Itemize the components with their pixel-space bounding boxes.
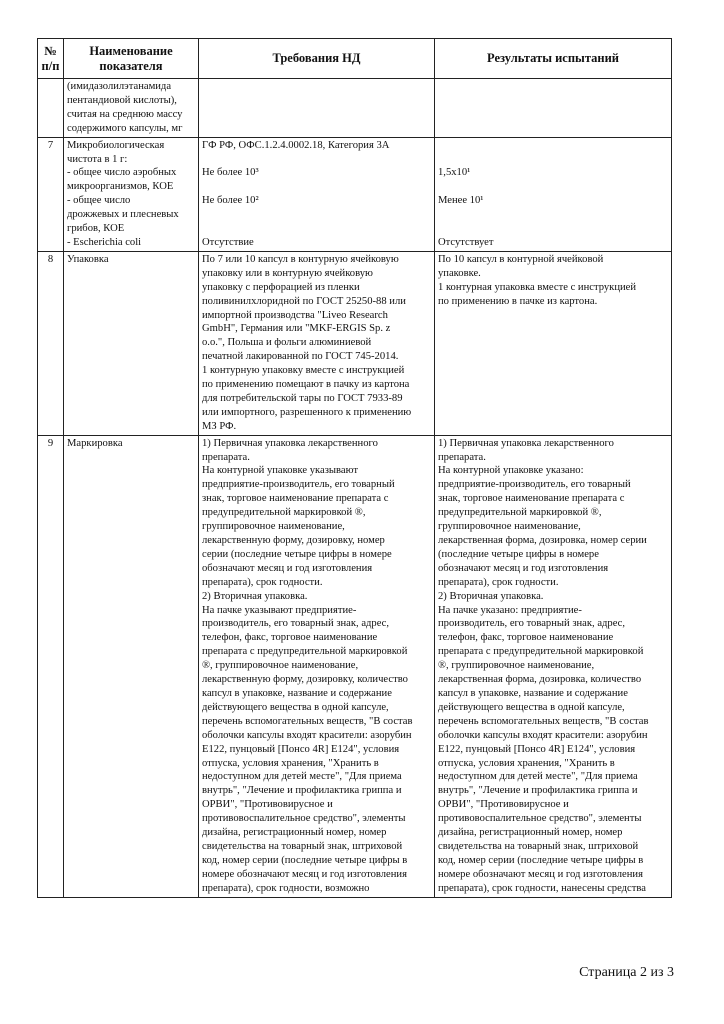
text-line: (имидазолилэтанамида <box>67 81 172 92</box>
row-number: 7 <box>38 137 64 251</box>
text-line: На контурной упаковке указывают <box>202 465 359 477</box>
text-line: препарата. <box>438 451 486 463</box>
row-results <box>435 137 672 251</box>
table-row <box>38 79 672 138</box>
text-line: Не более 10² <box>202 195 259 207</box>
text-line: номере обозначают месяц и год изготовления <box>202 868 407 880</box>
text-line: микроорганизмов, КОЕ <box>67 181 174 193</box>
header-indicator-name: Наименование показателя <box>64 39 199 79</box>
text-line: телефон, факс, торговое наименование <box>202 632 378 644</box>
row-results <box>435 251 672 435</box>
text-line: Маркировка <box>67 437 123 449</box>
text-line <box>202 208 431 222</box>
text-line: знак, торговое наименование препарата с <box>438 493 625 505</box>
text-line: оболочки капсулы входят красители: азорубин <box>438 729 648 741</box>
text-line: упаковку с перфорацией из пленки <box>202 281 360 293</box>
text-line <box>438 208 668 222</box>
text-line: препарата), срок годности. <box>438 576 559 588</box>
row-indicator-name <box>64 79 199 138</box>
text-line: обозначают месяц и год изготовления <box>438 562 609 574</box>
text-line <box>438 153 668 167</box>
text-line: недоступном для детей месте", "Для приема <box>438 771 638 783</box>
text-line: по применению в пачке из картона. <box>438 295 598 307</box>
text-line: перечень вспомогательных веществ, "В состав <box>438 715 649 727</box>
text-line: Е122, пунцовый [Понсо 4R] Е124", условия <box>202 743 400 755</box>
text-line: недоступном для детей месте", "Для приема <box>202 771 402 783</box>
text-line: капсул в упаковке, название и содержание <box>202 687 392 699</box>
text-line: препарата. <box>202 451 250 463</box>
text-line: По 7 или 10 капсул в контурную ячейковую <box>202 253 399 265</box>
row-requirements <box>199 435 435 897</box>
text-line: действующего вещества в одной капсуле, <box>202 701 389 713</box>
text-line: 1 контурную упаковку вместе с инструкцией <box>202 365 405 377</box>
row-requirements <box>199 137 435 251</box>
text-line: или импортного, разрешенного к применению <box>202 406 412 418</box>
header-row <box>38 39 672 79</box>
text-line: считая на среднюю массу <box>67 108 183 120</box>
row-number: 8 <box>38 251 64 435</box>
specification-table <box>37 38 672 898</box>
text-line: - Escherichia coli <box>67 236 142 248</box>
header-results: Результаты испытаний <box>435 39 672 79</box>
text-line: ГФ РФ, ОФС.1.2.4.0002.18, Категория 3А <box>202 139 390 151</box>
text-line: предприятие-производитель, его товарный <box>202 479 395 491</box>
text-line: упаковку или в контурную ячейковую <box>202 267 373 279</box>
text-line: внутрь", "Лечение и профилактика гриппа и <box>438 785 638 797</box>
text-line: ОРВИ", "Противовирусное и <box>438 799 569 811</box>
text-line: препарата), срок годности. <box>202 576 323 588</box>
text-line: На пачке указано: предприятие- <box>438 604 582 616</box>
header-number: № п/п <box>38 39 64 79</box>
text-line: дрожжевых и плесневых <box>67 209 179 221</box>
row-indicator-name <box>64 435 199 897</box>
table-row <box>38 251 672 435</box>
text-line: отпуска, условия хранения, "Хранить в <box>202 757 379 769</box>
text-line: лекарственную форму, дозировку, количество <box>202 674 408 686</box>
text-line: По 10 капсул в контурной ячейковой <box>438 253 604 265</box>
text-line <box>438 180 668 194</box>
text-line: по применению помещают в пачку из картона <box>202 379 410 391</box>
text-line: грибов, КОЕ <box>67 223 125 235</box>
text-line <box>202 222 431 236</box>
text-line: препарата), срок годности, нанесены средства <box>438 882 646 894</box>
text-line: противовоспалительное средство", элементы <box>202 813 406 825</box>
text-line: препарата с предупредительной маркировкой <box>202 646 408 658</box>
text-line: свидетельства на товарный знак, штриховой <box>202 840 403 852</box>
text-line: свидетельства на товарный знак, штриховой <box>438 840 639 852</box>
text-line: лекарственную форму, дозировку, номер <box>202 535 385 546</box>
text-line: перечень вспомогательных веществ, "В состав <box>202 715 413 727</box>
text-line: производитель, его товарный знак, адрес, <box>202 618 390 630</box>
text-line <box>202 153 431 167</box>
row-number: 9 <box>38 435 64 897</box>
row-indicator-name <box>64 137 199 251</box>
row-number <box>38 79 64 138</box>
text-line: код, номер серии (последние четыре цифры в <box>438 854 644 866</box>
text-line: дизайна, регистрационный номер, номер <box>438 827 623 839</box>
text-line: Микробиологическая <box>67 139 165 151</box>
text-line: Менее 10¹ <box>438 195 484 207</box>
text-line: ®, группировочное наименование, <box>202 660 359 672</box>
text-line: МЗ РФ. <box>202 420 237 432</box>
text-line: печатной лакированной по ГОСТ 745-2014. <box>202 351 399 363</box>
text-line: код, номер серии (последние четыре цифры в <box>202 854 408 866</box>
text-line <box>438 139 668 153</box>
page-number: Страница 2 из 3 <box>579 965 674 980</box>
text-line: На контурной упаковке указано: <box>438 465 584 477</box>
text-line: GmbH", Германия или "MKF-ERGIS Sp. z <box>202 323 391 335</box>
text-line: дизайна, регистрационный номер, номер <box>202 827 387 839</box>
text-line: Не более 10³ <box>202 167 259 179</box>
text-line: Отсутствует <box>438 236 494 248</box>
text-line: Упаковка <box>67 253 109 265</box>
row-results <box>435 435 672 897</box>
text-line: пентандиовой кислоты), <box>67 94 177 106</box>
text-line: отпуска, условия хранения, "Хранить в <box>438 757 615 769</box>
row-requirements <box>199 251 435 435</box>
text-line: внутрь", "Лечение и профилактика гриппа и <box>202 785 402 797</box>
text-line: - общее число <box>67 195 131 207</box>
table-row <box>38 435 672 897</box>
text-line: 2) Вторичная упаковка. <box>438 590 544 602</box>
text-line: номере обозначают месяц и год изготовления <box>438 868 643 880</box>
text-line: Отсутствие <box>202 236 254 248</box>
text-line: поливинилхлоридной по ГОСТ 25250-88 или <box>202 295 406 307</box>
text-line: знак, торговое наименование препарата с <box>202 493 389 505</box>
text-line: ОРВИ", "Противовирусное и <box>202 799 333 811</box>
text-line: серии (последние четыре цифры в номере <box>202 548 392 560</box>
text-line: (последние четыре цифры в номере <box>438 548 599 560</box>
text-line <box>438 222 668 236</box>
text-line: содержимого капсулы, мг <box>67 122 183 134</box>
text-line: чистота в 1 г: <box>67 153 128 165</box>
row-indicator-name <box>64 251 199 435</box>
text-line: телефон, факс, торговое наименование <box>438 632 614 644</box>
header-requirements: Требования НД <box>199 39 435 79</box>
text-line: обозначают месяц и год изготовления <box>202 562 373 574</box>
text-line <box>202 180 431 194</box>
text-line: препарата с предупредительной маркировкой <box>438 646 644 658</box>
text-line: импортной производства "Liveo Research <box>202 309 388 321</box>
text-line: препарата), срок годности, возможно <box>202 882 370 894</box>
text-line: Е122, пунцовый [Понсо 4R] Е124", условия <box>438 743 636 755</box>
text-line: группировочное наименование, <box>202 521 345 533</box>
text-line: ®, группировочное наименование, <box>438 660 595 672</box>
text-line: 1) Первичная упаковка лекарственного <box>438 437 614 449</box>
row-requirements <box>199 79 435 138</box>
text-line: упаковке. <box>438 267 481 279</box>
text-line: - общее число аэробных <box>67 167 177 179</box>
text-line: 1,5x10¹ <box>438 167 471 179</box>
text-line: предупредительной маркировкой ®, <box>202 507 366 519</box>
text-line: o.o.", Польша и фольги алюминиевой <box>202 337 372 349</box>
text-line: 2) Вторичная упаковка. <box>202 590 308 602</box>
row-results <box>435 79 672 138</box>
text-line: лекарственная форма, дозировка, номер серии <box>438 535 647 546</box>
text-line: группировочное наименование, <box>438 521 581 533</box>
text-line: оболочки капсулы входят красители: азорубин <box>202 729 412 741</box>
text-line: капсул в упаковке, название и содержание <box>438 687 628 699</box>
text-line: лекарственная форма, дозировка, количество <box>438 674 642 686</box>
text-line: предприятие-производитель, его товарный <box>438 479 631 491</box>
table-row <box>38 137 672 251</box>
text-line: для потребительской тары по ГОСТ 7933-89 <box>202 392 403 404</box>
text-line: противовоспалительное средство", элементы <box>438 813 642 825</box>
text-line: производитель, его товарный знак, адрес, <box>438 618 626 630</box>
text-line: действующего вещества в одной капсуле, <box>438 701 625 713</box>
text-line: 1) Первичная упаковка лекарственного <box>202 437 378 449</box>
text-line: 1 контурная упаковка вместе с инструкцией <box>438 281 637 293</box>
text-line: предупредительной маркировкой ®, <box>438 507 602 519</box>
text-line: На пачке указывают предприятие- <box>202 604 357 616</box>
